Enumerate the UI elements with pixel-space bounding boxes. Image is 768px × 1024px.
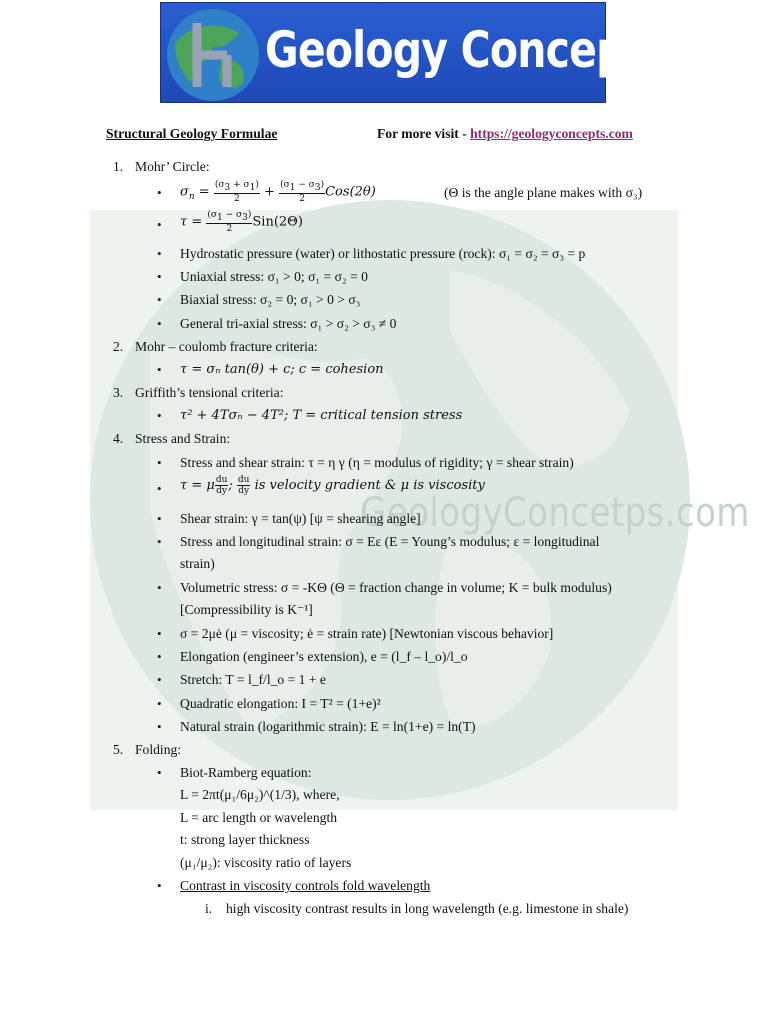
bullet-icon: • — [157, 878, 162, 893]
visit-line — [377, 126, 633, 142]
bullet-icon: • — [157, 246, 162, 261]
section-title: Folding: — [135, 742, 182, 757]
bullet-icon: • — [157, 672, 162, 687]
section-title: Stress and Strain: — [135, 431, 231, 446]
bullet-icon: • — [157, 696, 162, 711]
sub-item-number: i. — [205, 901, 213, 916]
section-number: 4. — [113, 431, 124, 446]
angle-note: (Θ is the angle plane makes with σ₃) — [444, 185, 643, 200]
bullet-icon: • — [157, 765, 162, 780]
bullet-icon: • — [157, 362, 162, 377]
section-title: Mohr’ Circle: — [135, 159, 210, 174]
arc-length-def: L = arc length or wavelength — [180, 810, 338, 825]
viscosity-ratio-def: (μ₁/μ₂): viscosity ratio of layers — [180, 855, 352, 870]
bullet-icon: • — [157, 292, 162, 307]
bullet-icon: • — [157, 481, 162, 496]
formula-shear-stress: τ = $\frac{(\sigma_1 - \sigma_3)}{2}$ Sin(2Θ) — [180, 210, 303, 234]
shear-strain: Shear strain: γ = tan(ψ) [ψ = shearing angle] — [180, 511, 421, 526]
document-title: Structural Geology Formulae — [106, 126, 278, 141]
section-number: 5. — [113, 742, 124, 757]
bullet-icon: • — [157, 269, 162, 284]
section-title: Griffith’s tensional criteria: — [135, 385, 284, 400]
triaxial-stress: General tri-axial stress: σ₁ > σ₂ > σ₃ ≠ 0 — [180, 316, 397, 331]
uniaxial-stress: Uniaxial stress: σ₁ > 0; σ₁ = σ₂ = 0 — [180, 269, 368, 284]
bullet-icon: • — [157, 580, 162, 595]
quadratic-elongation: Quadratic elongation: I = T² = (1+e)² — [180, 696, 381, 711]
visit-prefix: For more visit - — [377, 126, 471, 141]
bullet-icon: • — [157, 408, 162, 423]
bullet-icon: • — [157, 455, 162, 470]
natural-strain: Natural strain (logarithmic strain): E = ln(1+e) = ln(T) — [180, 719, 476, 734]
longitudinal-strain-cont: strain) — [180, 556, 215, 571]
globe-logo-icon — [161, 3, 281, 104]
mohr-coulomb-formula: τ = σₙ tan(θ) + c; c = cohesion — [180, 362, 384, 377]
thickness-def: t: strong layer thickness — [180, 832, 310, 847]
watermark-text: GeologyConcetps.com — [360, 490, 750, 536]
shear-strain-stress: Stress and shear strain: τ = η γ (η = modulus of rigidity; γ = shear strain) — [180, 455, 574, 470]
griffith-formula: τ² + 4Tσₙ − 4T²; T = critical tension stress — [180, 408, 463, 423]
bullet-icon: • — [157, 217, 162, 232]
banner-title: Geology Concepts — [265, 21, 667, 79]
bullet-icon: • — [157, 649, 162, 664]
section-title: Mohr – coulomb fracture criteria: — [135, 339, 318, 354]
biot-ramberg-equation: L = 2πt(μ₁/6μ₂)^(1/3), where, — [180, 787, 340, 802]
viscosity-contrast-item: high viscosity contrast results in long wavelength (e.g. limestone in shale) — [226, 901, 629, 916]
hydrostatic-pressure: Hydrostatic pressure (water) or lithostatic pressure (rock): σ₁ = σ₂ = σ₃ = p — [180, 246, 586, 261]
header-banner — [160, 2, 667, 103]
longitudinal-strain: Stress and longitudinal strain: σ = Eε (E = Young’s modulus; ε = longitudinal — [180, 534, 600, 549]
bullet-icon: • — [157, 511, 162, 526]
elongation: Elongation (engineer’s extension), e = (l_f – l_o)/l_o — [180, 649, 468, 664]
bullet-icon: • — [157, 534, 162, 549]
stretch: Stretch: T = l_f/l_o = 1 + e — [180, 672, 326, 687]
section-number: 3. — [113, 385, 124, 400]
newtonian-viscous: σ = 2μė (μ = viscosity; ė = strain rate) [Newtonian viscous behavior] — [180, 626, 554, 641]
biaxial-stress: Biaxial stress: σ₂ = 0; σ₁ > 0 > σ₃ — [180, 292, 361, 307]
section-number: 1. — [113, 159, 124, 174]
section-number: 2. — [113, 339, 124, 354]
biot-ramberg-title: Biot-Ramberg equation: — [180, 765, 312, 780]
compressibility: [Compressibility is K⁻¹] — [180, 602, 313, 617]
website-link[interactable]: https://geologyconcepts.com — [470, 126, 633, 141]
viscosity-formula: τ = μ $\frac{du}{dy}$ ; $\frac{du}{dy}$ is velocity gradient & μ is viscosity — [180, 475, 485, 496]
bullet-icon: • — [157, 719, 162, 734]
bullet-icon: • — [157, 185, 162, 200]
viscosity-contrast: Contrast in viscosity controls fold wavelength — [180, 878, 431, 893]
volumetric-stress: Volumetric stress: σ = -KΘ (Θ = fraction change in volume; K = bulk modulus) — [180, 580, 612, 595]
bullet-icon: • — [157, 316, 162, 331]
formula-normal-stress: $\sigma_n$ = $\frac{(\sigma_3 + \sigma_1)}{2}$ + $\frac{(\sigma_1 - \sigma_3)}{2}$ Cos(2θ) — [180, 180, 376, 204]
bullet-icon: • — [157, 626, 162, 641]
viscosity-formula-tail: is velocity gradient & μ is viscosity — [254, 478, 485, 493]
